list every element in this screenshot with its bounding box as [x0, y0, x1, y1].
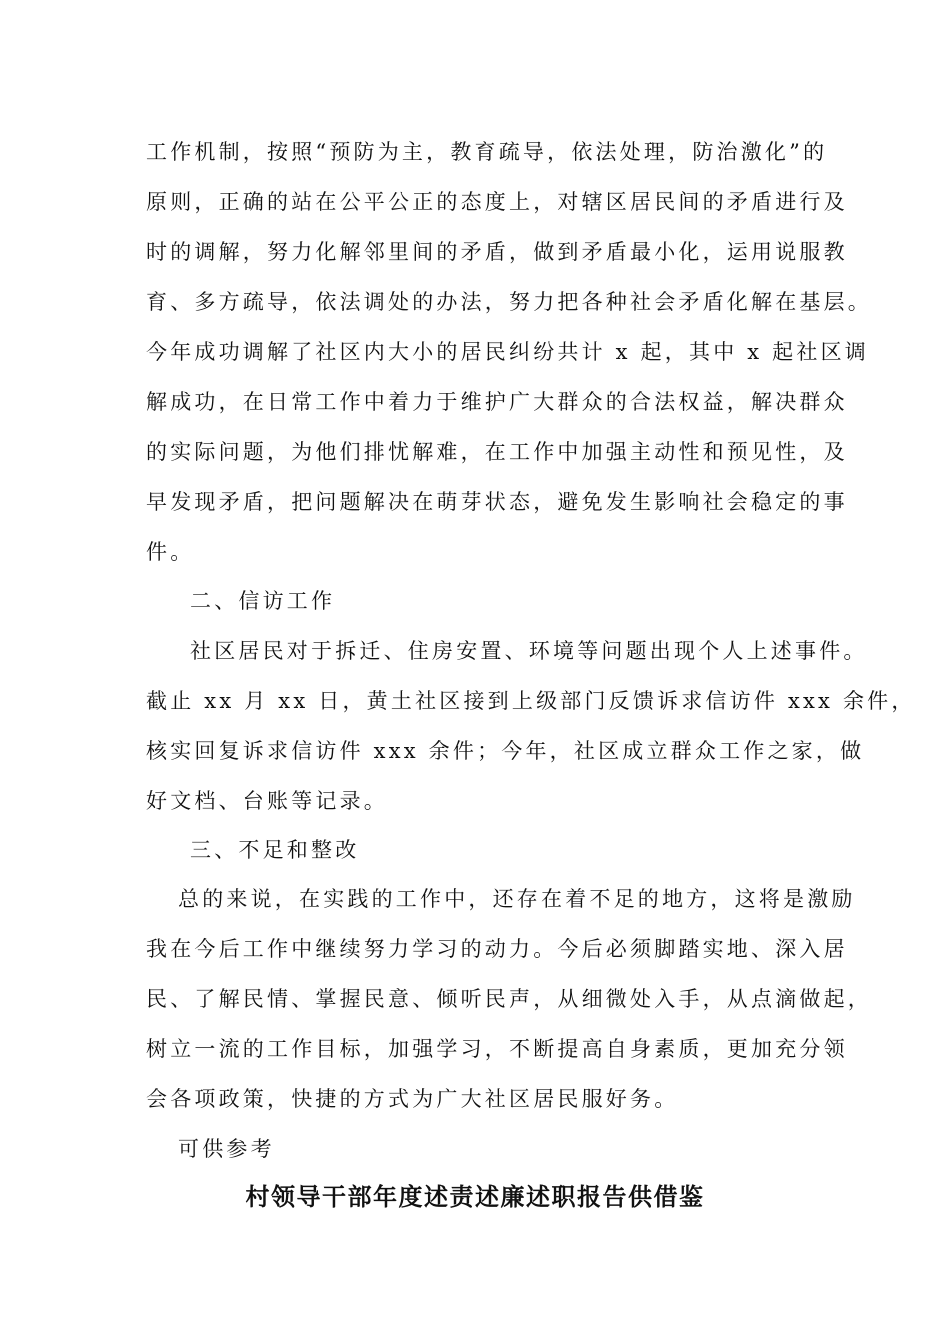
paragraph-line: 今年成功调解了社区内大小的居民纠纷共计 x 起，其中 x 起社区调	[146, 340, 869, 364]
paragraph-line: 解成功，在日常工作中着力于维护广大群众的合法权益，解决群众	[146, 390, 848, 414]
paragraph-line: 我在今后工作中继续努力学习的动力。今后必须脚踏实地、深入居	[146, 937, 848, 961]
paragraph-line: 时的调解，努力化解邻里间的矛盾，做到矛盾最小化，运用说服教	[146, 240, 848, 264]
paragraph-line: 民、了解民情、掌握民意、倾听民声，从细微处入手，从点滴做起，	[146, 987, 872, 1011]
section-heading: 三、不足和整改	[190, 838, 360, 862]
paragraph-line: 育、多方疏导，依法调处的办法，努力把各种社会矛盾化解在基层。	[146, 290, 872, 314]
paragraph-line: 的实际问题，为他们排忧解难，在工作中加强主动性和预见性，及	[146, 440, 848, 464]
paragraph-line: 好文档、台账等记录。	[146, 789, 388, 813]
paragraph-line: 总的来说，在实践的工作中，还存在着不足的地方，这将是激励	[178, 887, 856, 911]
reference-note: 可供参考	[178, 1137, 275, 1161]
section-heading: 二、信访工作	[190, 589, 336, 613]
paragraph-line: 件。	[146, 540, 195, 564]
next-document-title: 村领导干部年度述责述廉述职报告供借鉴	[245, 1183, 705, 1211]
paragraph-line: 早发现矛盾，把问题解决在萌芽状态，避免发生影响社会稳定的事	[146, 490, 848, 514]
paragraph-line: 社区居民对于拆迁、住房安置、环境等问题出现个人上述事件。	[190, 639, 868, 663]
paragraph-line: 核实回复诉求信访件 xxx 余件；今年，社区成立群众工作之家，做	[146, 739, 865, 763]
paragraph-line: 树立一流的工作目标，加强学习，不断提高自身素质，更加充分领	[146, 1037, 848, 1061]
paragraph-line: 原则，正确的站在公平公正的态度上，对辖区居民间的矛盾进行及	[146, 190, 848, 214]
paragraph-line: 工作机制，按照“预防为主，教育疏导，依法处理，防治激化”的	[146, 140, 828, 164]
paragraph-line: 会各项政策，快捷的方式为广大社区居民服好务。	[146, 1087, 679, 1111]
paragraph-line: 截止 xx 月 xx 日，黄土社区接到上级部门反馈诉求信访件 xxx 余件，	[146, 689, 916, 713]
